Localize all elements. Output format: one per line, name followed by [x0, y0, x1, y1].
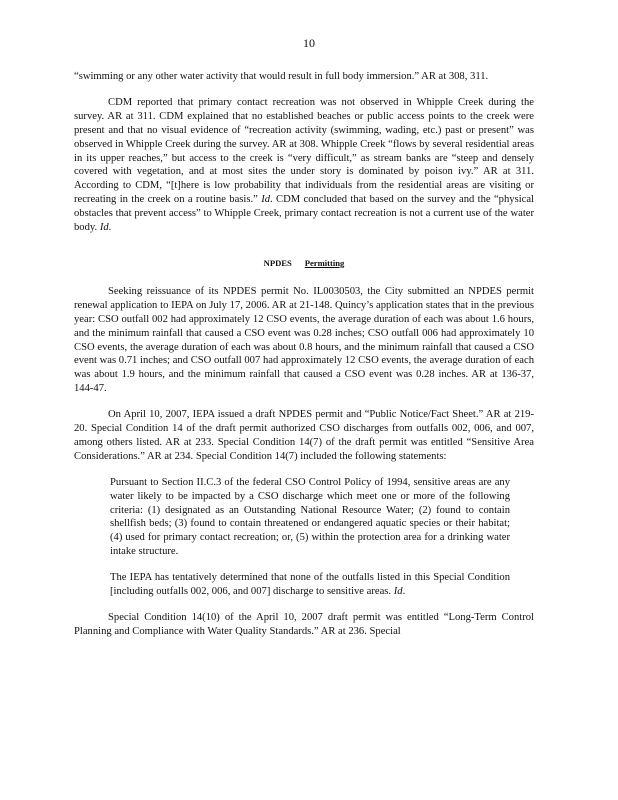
block-quote-sensitive-areas: Pursuant to Section II.C.3 of the federal CSO Control Policy of 1994, sensitive areas are any water likely to be impacted by a CSO discharge which meet one or more of the following criteria: (1) designated as an Outstanding National Resource Water; (2) found to contain shellfish beds; (3) found to contain threatened or endangered aquatic species or their habitat; (4) used for primary contact recreation; or, (5) within the protection area for a drinking water intake structure. — [110, 476, 510, 558]
paragraph-cdm-report-text: CDM reported that primary contact recreation was not observed in Whipple Creek during the survey. AR at 311. CDM explained that no established beaches or public access points to the creek were present and that no visual evidence of “recreation activity (swimming, wading, etc.) past or present” was observed in Whipple Creek during the survey. AR at 308. Whipple Creek “flows by several residential areas in its upper reaches,” but access to the creek is “very difficult,” as stream banks are “steep and densely covered with vegetation, and at most sites the under story is dominated by poison ivy.” AR at 311. According to CDM, “[t]here is low probability that individuals from the residential areas are visiting or recreating in the creek on a routine basis.” — [74, 96, 534, 206]
paragraph-permit-renewal: Seeking reissuance of its NPDES permit No. IL0030503, the City submitted an NPDES permit renewal application to IEPA on July 17, 2006. AR at 21-148. Quincy’s application states that in the previous year: CSO outfall 002 had approximately 12 CSO events, the average duration of each was about 1.6 hours, and the minimum rainfall that caused a CSO event was 0.28 inches; CSO outfall 006 had approximately 10 CSO events, the average duration of each was about 0.8 hours, and the minimum rainfall that caused a CSO event was 0.71 inches; and CSO outfall 007 had approximately 12 CSO events, the average duration of each was about 1.9 hours, and the minimum rainfall that caused a CSO event was 0.28 inches. AR at 136-37, 144-47. — [74, 285, 534, 395]
block-quote-determination-text: The IEPA has tentatively determined that none of the outfalls listed in this Special Condition [including outfalls 002, 006, and 007] discharge to sensitive areas. — [110, 572, 510, 598]
block-quote-determination-end: . — [402, 586, 406, 598]
paragraph-cdm-report-mid: . CDM concluded that based on the survey and the “physical obstacles that prevent access” to Whipple Creek, primary contact recreation is not a current use of the water body. — [74, 194, 534, 234]
section-heading-part-b: Permitting — [304, 257, 345, 268]
citation-id: Id — [261, 194, 271, 206]
document-body — [74, 70, 534, 651]
section-heading-part-a: NPDES — [263, 257, 292, 268]
block-quote-determination — [110, 571, 510, 599]
paragraph-continuation: “swimming or any other water activity that would result in full body immersion.” AR at 308, 311. — [74, 71, 489, 82]
paragraph-cdm-report-end: . — [108, 222, 112, 234]
page-number: 10 — [303, 36, 315, 50]
paragraph-special-condition: Special Condition 14(10) of the April 10, 2007 draft permit was entitled “Long-Term Control Planning and Compliance with Water Quality Standards.” AR at 236. Special — [74, 612, 534, 637]
citation-id: Id — [99, 222, 109, 234]
paragraph-draft-permit: On April 10, 2007, IEPA issued a draft NPDES permit and “Public Notice/Fact Sheet.” AR at 219-20. Special Condition 14 of the draft permit authorized CSO discharges from outfalls 002, 006, and 007, among others listed. AR at 233. Special Condition 14(7) of the draft permit was entitled “Sensitive Area Considerations.” AR at 234. Special Condition 14(7) included the following statements: — [74, 409, 534, 462]
citation-id: Id — [393, 586, 403, 598]
paragraph-cdm-report — [74, 96, 534, 235]
section-heading — [74, 257, 534, 271]
